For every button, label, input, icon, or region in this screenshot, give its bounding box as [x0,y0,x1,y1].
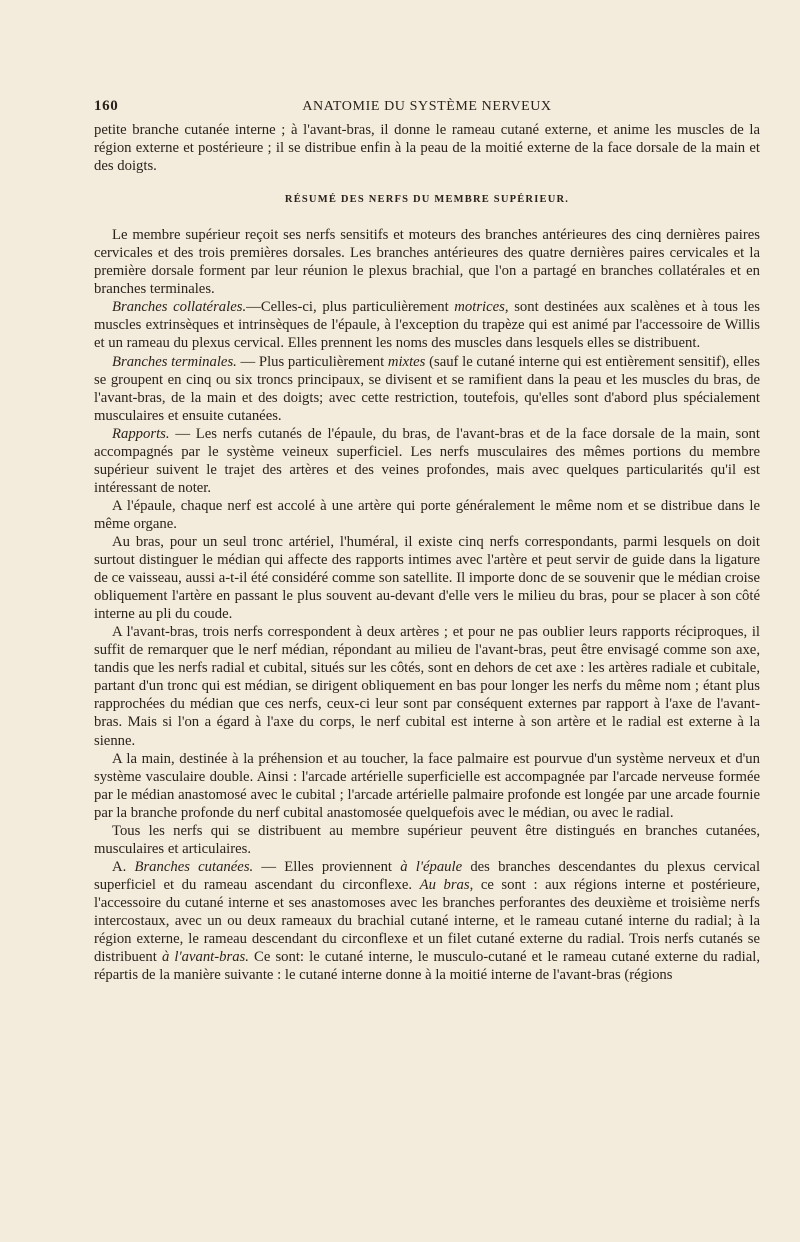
paragraph-avant-bras: A l'avant-bras, trois nerfs correspondent à deux artères ; et pour ne pas oublier leurs rapports réciproques, il suffit de remarquer que le nerf médian, répondant au milieu de l'avant-bras, peut être envisagé comme son axe, tandis que les nerfs radial et cubital, situés sur les côtés, sont en dehors de cet axe : les artères radiale et cubitale, partant d'un tronc qui est médian, se dirigent obliquement en bas pour longer les nerfs du même nom ; étant plus rapprochées du médian que ces nerfs, ceux-ci leur sont par conséquent externes par rapport à l'axe de l'avant-bras. Mais si l'on a égard à l'axe du corps, le nerf cubital est interne à son artère et le radial est externe à la sienne. [94,624,760,749]
paragraph-epaule: A l'épaule, chaque nerf est accolé à une artère qui porte généralement le même nom et se distribue dans le même organe. [94,497,760,532]
paragraph-bras: Au bras, pour un seul tronc artériel, l'huméral, il existe cinq nerfs correspondants, parmi lesquels on doit surtout distinguer le médian qui affecte des rapports intimes avec l'artère et peut servir de guide dans la ligature de ce vaisseau, aussi a-t-il été considéré comme son satellite. Il importe donc de se souvenir que le médian croise obliquement l'artère en passant le plus souvent au-devant d'elle vers le milieu du bras, pour se placer à son côté interne au pli du coude. [94,533,760,623]
running-title: ANATOMIE DU SYSTÈME NERVEUX [302,99,552,114]
paragraph-branches-cutanees: A. Branches cutanées. — Elles proviennent à l'épaule des branches descendantes du plexus cervical superficiel et du rameau ascendant du circonflexe. Au bras, ce sont : aux régions interne et postérieure, l'accessoire du cutané interne et ses anastomoses avec les branches perforantes des deuxième et troisième nerfs intercostaux, avec un ou deux rameaux du brachial cutané interne, et le rameau cutané interne du radial; à la région externe, le rameau descendant du circonflexe et un filet cutané externe du radial. Trois nerfs cutanés se distribuent à l'avant-bras. Ce sont: le cutané interne, le musculo-cutané et le rameau cutané externe du radial, répartis de la manière suivante : le cutané interne donne à la moitié interne de l'avant-bras (régions [94,858,761,984]
section-title: RÉSUMÉ DES NERFS DU MEMBRE SUPÉRIEUR. [284,194,570,206]
lead-branches-collaterales: Branches collatérales. [112,299,247,316]
paragraph-branches-collaterales: Branches collatérales.—Celles-ci, plus particulièrement motrices, sont destinées aux scalènes et à tous les muscles extrinsèques et intrinsèques de l'épaule, à l'exception du trapèze qui est animé par l'accessoire de Willis et un rameau du plexus cervical. Elles prennent les noms des muscles dans lesquels elles se distribuent. [94,299,760,352]
intro-paragraph: petite branche cutanée interne ; à l'avant-bras, il donne le rameau cutané externe, et anime les muscles de la région externe et postérieure ; il se distribue enfin à la peau de la moitié externe de la face dorsale de la main et des doigts. [94,122,760,175]
page-number: 160 [94,98,119,114]
page-header [94,98,760,116]
paragraph-membre-superieur: Le membre supérieur reçoit ses nerfs sensitifs et moteurs des branches antérieures des cinq dernières paires cervicales et des trois premières dorsales. Les branches antérieures des quatre dernières paires cervicales et la première dorsale forment par leur réunion le plexus brachial, que l'on a partagé en branches collatérales et en branches terminales. [94,227,760,298]
lead-branches-cutanees: Branches cutanées. [134,858,254,875]
page-body [94,121,760,984]
paragraph-distinction: Tous les nerfs qui se distribuent au membre supérieur peuvent être distingués en branches cutanées, musculaires et articulaires. [94,822,760,857]
paragraph-rapports: Rapports. — Les nerfs cutanés de l'épaule, du bras, de l'avant-bras et de la face dorsale de la main, sont accompagnés par le système veineux superficiel. Les nerfs musculaires des mêmes portions du membre supérieur suivent le trajet des artères et des veines profondes, mais avec quelques particularités qu'il est intéressant de noter. [94,425,760,496]
lead-branches-terminales: Branches terminales. [112,353,237,370]
paragraph-main: A la main, destinée à la préhension et au toucher, la face palmaire est pourvue d'un système nerveux et d'un système vasculaire double. Ainsi : l'arcade artérielle superficielle est accompagnée par l'arcade nerveuse formée par le médian anastomosé avec le cubital ; l'arcade artérielle palmaire profonde est longée par une arcade fournie par la branche profonde du nerf cubital anastomosée quelquefois avec le médian, ou avec le radial. [94,750,760,821]
paragraph-branches-terminales: Branches terminales. — Plus particulièrement mixtes (sauf le cutané interne qui est entièrement sensitif), elles se groupent en cinq ou six troncs principaux, se divisent et se ramifient dans la peau et les muscles du bras, de l'avant-bras, de la main et des doigts; avec cette restriction, toutefois, qu'elles sont d'abord plus spécialement musculaires et ensuite cutanées. [94,353,761,424]
lead-rapports: Rapports. [112,425,170,442]
